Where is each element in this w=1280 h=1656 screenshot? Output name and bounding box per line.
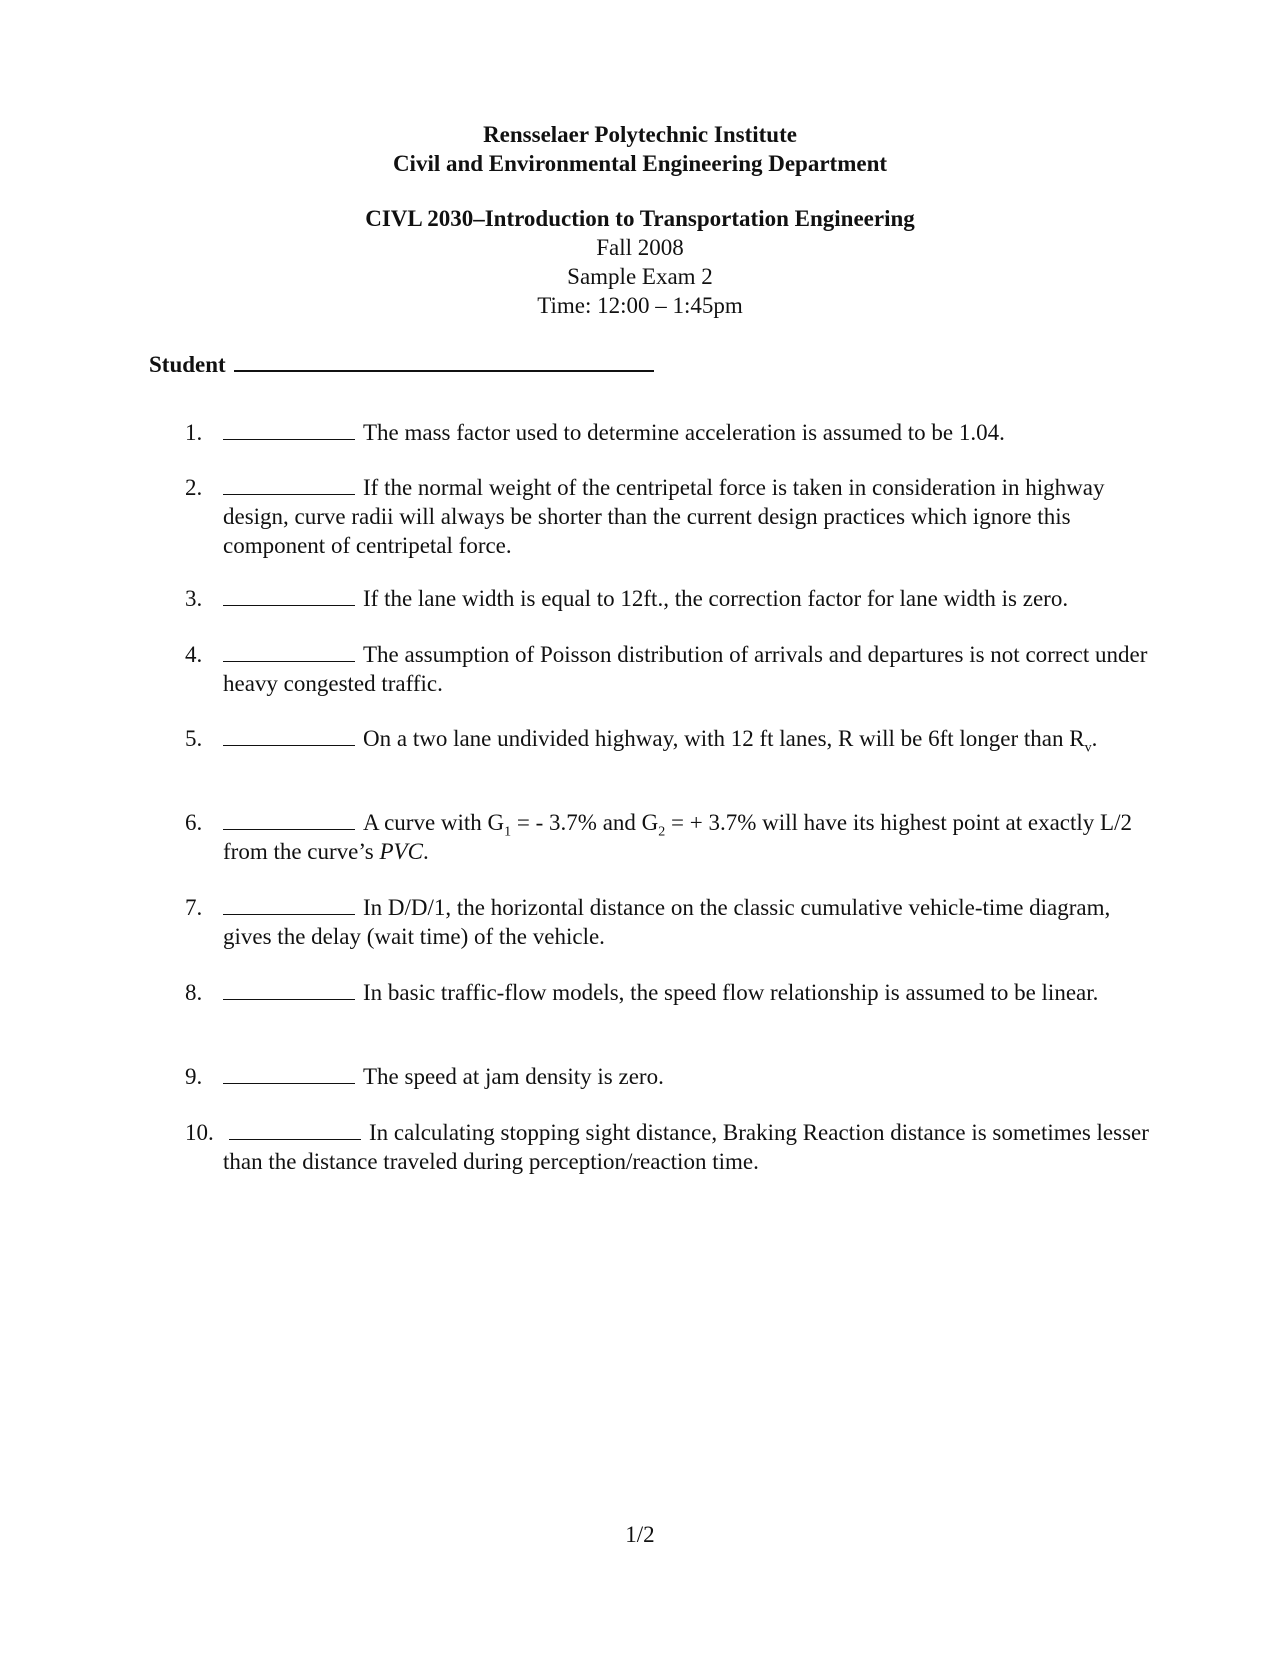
question-text: In D/D/1, the horizontal distance on the classic cumulative vehicle-time diagram, gives the delay (wait time) of the vehicle. [223,895,1111,949]
answer-blank[interactable] [223,641,355,662]
question-number: 3. [185,586,203,611]
question-number: 7. [185,895,203,920]
subscript: v [1084,740,1092,756]
department-name: Civil and Environmental Engineering Department [392,151,888,176]
answer-blank[interactable] [229,1119,361,1140]
student-name-blank[interactable] [234,350,654,372]
question-text: In calculating stopping sight distance, Braking Reaction distance is sometimes lesser than the distance traveled during perception/reaction time. [223,1120,1149,1174]
question-text: The assumption of Poisson distribution of arrivals and departures is not correct under heavy congested traffic. [223,642,1148,696]
question-text: On a two lane undivided highway, with 12 ft lanes, R will be 6ft longer than R [363,726,1085,751]
question-number: 4. [185,642,203,667]
question-text: If the lane width is equal to 12ft., the correction factor for lane width is zero. [363,586,1069,611]
question-number: 10. [185,1120,214,1145]
question-text-end: . [422,839,429,864]
question-3 [185,584,1163,613]
exam-header [0,120,1280,320]
question-number: 5. [185,726,203,751]
answer-blank[interactable] [223,585,355,606]
question-text: In basic traffic-flow models, the speed flow relationship is assumed to be linear. [363,980,1099,1005]
question-text: The speed at jam density is zero. [363,1064,664,1089]
answer-blank[interactable] [223,809,355,830]
term: Fall 2008 [596,235,684,260]
question-7 [185,893,1163,951]
question-8 [185,978,1163,1007]
question-4 [185,640,1163,698]
exam-time: Time: 12:00 – 1:45pm [537,293,743,318]
italic-term: PVC [379,839,423,864]
question-number: 6. [185,810,203,835]
question-number: 8. [185,980,203,1005]
question-text-part: = - 3.7% and G [511,810,659,835]
question-text: If the normal weight of the centripetal force is taken in consideration in highway design, curve radii will always be shorter than the current design practices which ignore this component of centripetal force. [223,475,1105,558]
answer-blank[interactable] [223,979,355,1000]
institution-name: Rensselaer Polytechnic Institute [483,122,797,147]
question-5 [185,724,1163,756]
student-label: Student [149,352,226,377]
answer-blank[interactable] [223,725,355,746]
student-field [149,350,654,379]
question-number: 2. [185,475,203,500]
answer-blank[interactable] [223,419,355,440]
question-2 [185,473,1163,560]
page-number: 1/2 [625,1522,655,1547]
question-text-part: = + 3.7% will have its highest point at exactly L/2 from the curve’s [223,810,1132,864]
subscript: 1 [504,824,512,840]
answer-blank[interactable] [223,474,355,495]
question-text-end: . [1091,726,1098,751]
question-number: 1. [185,420,203,445]
subscript: 2 [658,824,666,840]
question-text: A curve with G [363,810,505,835]
question-9 [185,1062,1163,1091]
question-text: The mass factor used to determine acceleration is assumed to be 1.04. [363,420,1005,445]
question-1 [185,418,1163,447]
course-title: CIVL 2030–Introduction to Transportation Engineering [365,206,915,231]
exam-title: Sample Exam 2 [567,264,713,289]
question-10 [185,1118,1163,1176]
answer-blank[interactable] [223,894,355,915]
question-number: 9. [185,1064,203,1089]
question-6 [185,808,1163,866]
answer-blank[interactable] [223,1063,355,1084]
